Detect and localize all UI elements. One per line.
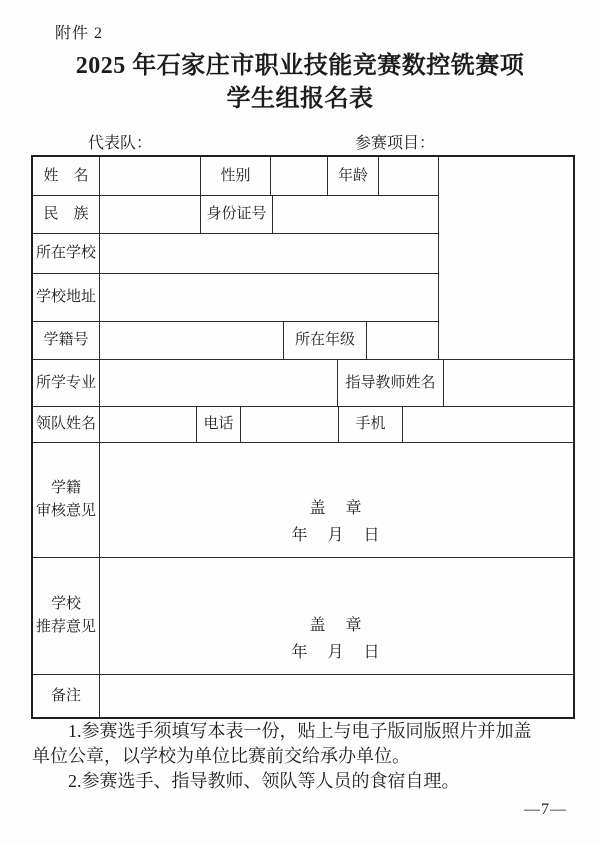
- row-team-leader: [33, 407, 573, 443]
- ethnicity-input-cell: [100, 196, 201, 233]
- remarks-input-cell: [100, 675, 573, 717]
- name-label: 姓 名: [33, 157, 100, 195]
- row-ethnicity: [33, 196, 438, 234]
- enrollment-review-label-line1: 学籍: [50, 480, 81, 497]
- event-label: 参赛项目：: [355, 135, 436, 152]
- footnotes: [32, 719, 572, 794]
- registration-table: [31, 155, 575, 719]
- instructor-input-cell: [444, 360, 573, 406]
- title-line-1: 2025 年石家庄市职业技能竞赛数控铣赛项: [75, 53, 525, 79]
- id-number-label: 身份证号: [201, 196, 273, 233]
- row-school-address: [33, 274, 438, 322]
- age-label: 年龄: [328, 157, 379, 195]
- enrollment-review-label-line2: 审核意见: [35, 503, 96, 519]
- title-line-2: 学生组报名表: [226, 86, 374, 112]
- school-recommendation-label-line2: 推荐意见: [35, 619, 96, 635]
- school-label: 所在学校: [33, 234, 100, 273]
- photo-area: [438, 157, 573, 360]
- footnote-line-3: 2.参赛选手、指导教师、领队等人员的食宿自理。: [68, 771, 460, 791]
- leader-label: 领队姓名: [33, 407, 100, 442]
- school-input-cell: [100, 234, 438, 273]
- instructor-label: 指导教师姓名: [338, 360, 444, 406]
- student-id-label: 学籍号: [33, 322, 100, 359]
- row-school-recommendation: [33, 558, 573, 675]
- phone-input-cell: [241, 407, 339, 442]
- footnote-line-1: 1.参赛选手须填写本表一份，贴上与电子版同版照片并加盖: [68, 721, 532, 741]
- leader-input-cell: [100, 407, 197, 442]
- remarks-label: 备注: [33, 675, 100, 717]
- student-id-input-cell: [100, 322, 284, 359]
- seal-text: 盖 章: [309, 500, 364, 517]
- subheader: [0, 130, 600, 152]
- attachment-label: 附件 2: [55, 25, 104, 42]
- grade-label: 所在年级: [284, 322, 367, 359]
- enrollment-review-content-cell: [100, 443, 573, 557]
- school-recommendation-content-cell: [100, 558, 573, 674]
- school-address-input-cell: [100, 274, 438, 321]
- row-major: [33, 360, 573, 407]
- id-number-input-cell: [273, 196, 438, 233]
- major-input-cell: [100, 360, 338, 406]
- gender-label: 性别: [201, 157, 271, 195]
- school-recommendation-label: [33, 558, 100, 674]
- row-student-id: [33, 322, 438, 360]
- gender-input-cell: [271, 157, 328, 195]
- page-number: —7—: [524, 801, 567, 818]
- grade-input-cell: [367, 322, 438, 359]
- age-input-cell: [379, 157, 438, 195]
- row-enrollment-review: [33, 443, 573, 558]
- phone-label: 电话: [197, 407, 241, 442]
- school-address-label: 学校地址: [33, 274, 100, 321]
- date-text: 年 月 日: [291, 644, 382, 661]
- row-name: [33, 157, 438, 196]
- enrollment-review-label: [33, 443, 100, 557]
- school-recommendation-label-line1: 学校: [50, 596, 81, 613]
- row-school: [33, 234, 438, 274]
- ethnicity-label: 民 族: [33, 196, 100, 233]
- team-label: 代表队：: [88, 135, 153, 152]
- seal-text: 盖 章: [309, 617, 364, 634]
- mobile-input-cell: [403, 407, 573, 442]
- mobile-label: 手机: [339, 407, 403, 442]
- page-title: [0, 50, 600, 116]
- footnote-line-2: 单位公章，以学校为单位比赛前交给承办单位。: [32, 746, 410, 766]
- major-label: 所学专业: [33, 360, 100, 406]
- name-input-cell: [100, 157, 201, 195]
- row-remarks: [33, 675, 573, 717]
- date-text: 年 月 日: [291, 527, 382, 544]
